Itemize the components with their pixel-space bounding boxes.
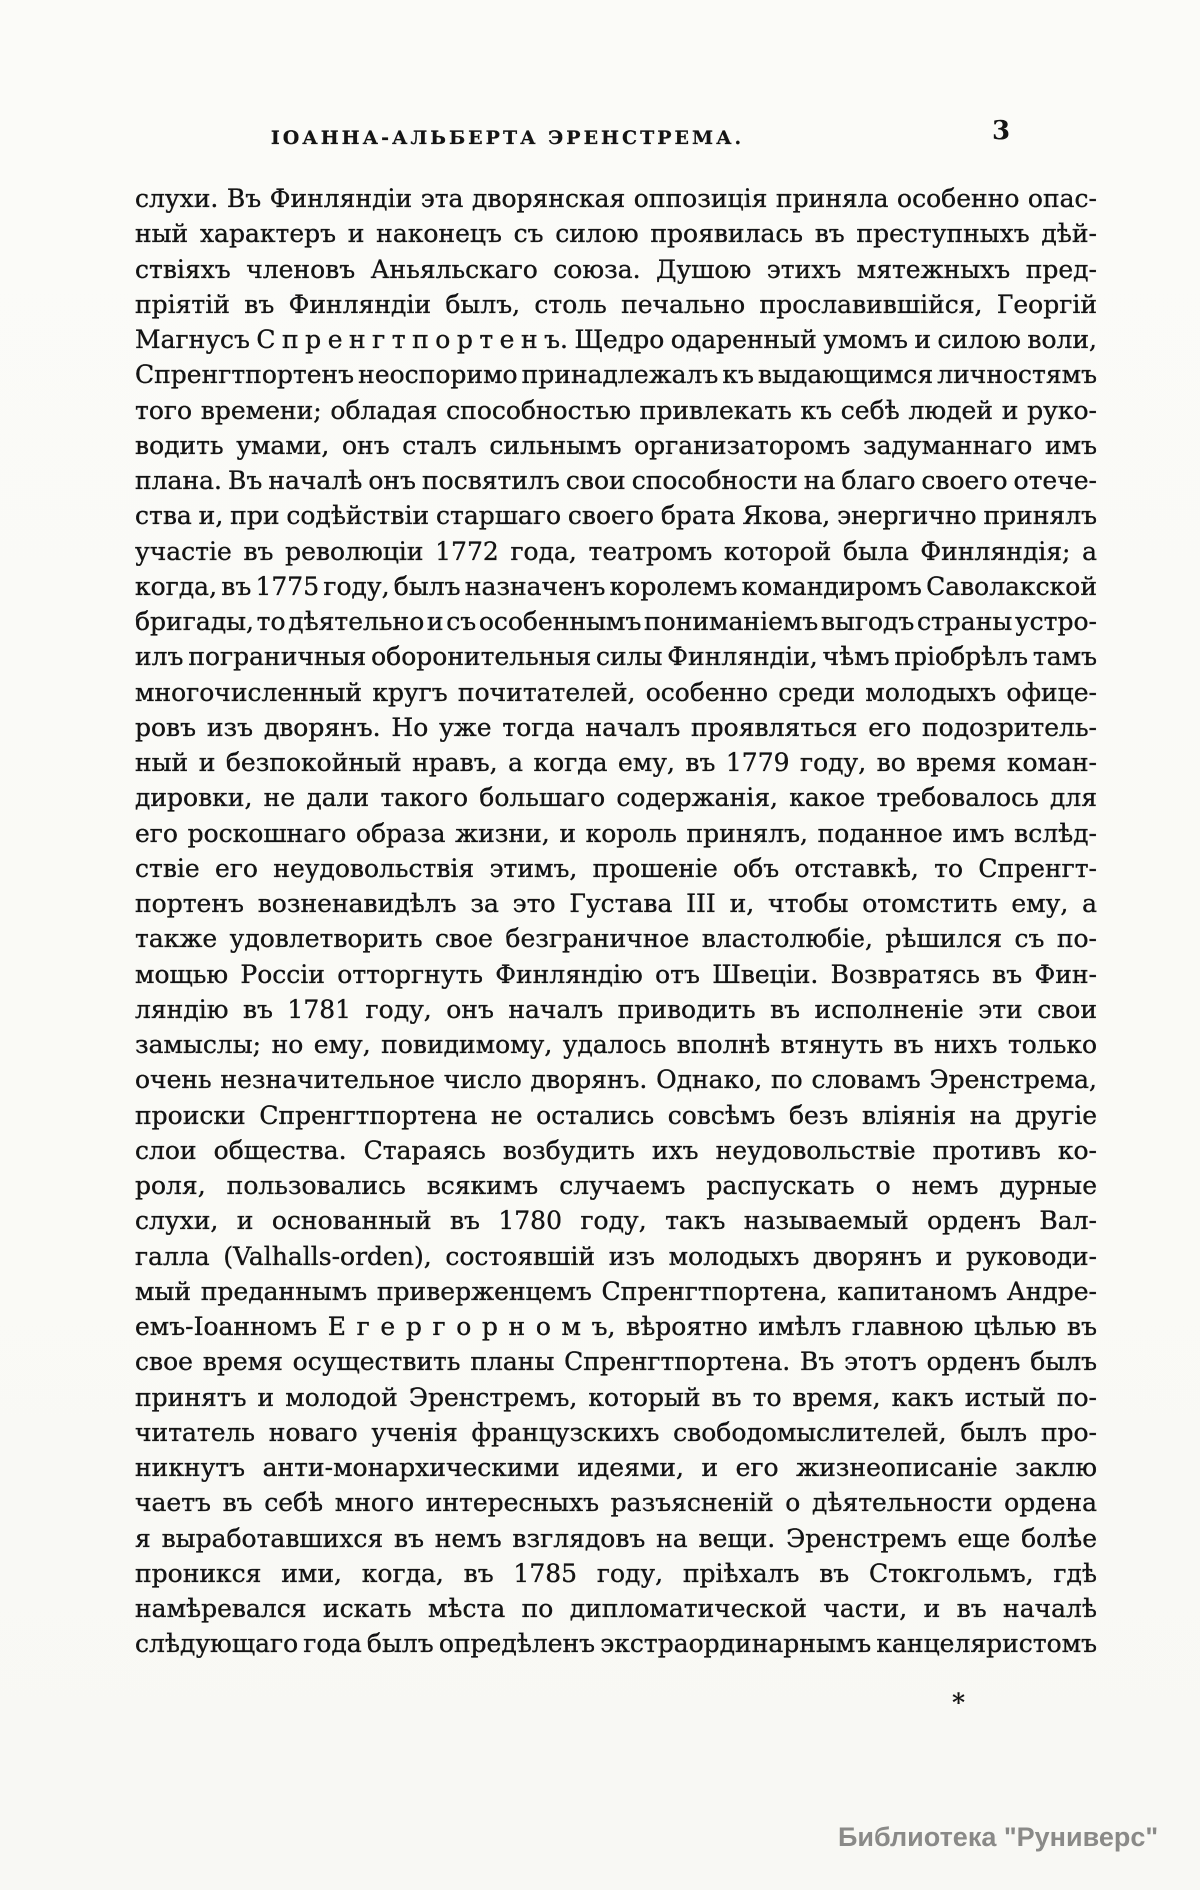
- footnote-mark: *: [952, 1688, 966, 1717]
- text-line: проникся ими, когда, въ 1785 году, пріѣхалъ въ Стокгольмъ, гдѣ: [135, 1558, 1097, 1588]
- text-line: того времени; обладая способностью привлекать къ себѣ людей и руко-: [135, 395, 1097, 425]
- text-line: слухи, и основанный въ 1780 году, такъ называемый орденъ Вал-: [135, 1206, 1097, 1236]
- text-line: водить умами, онъ сталъ сильнымъ организаторомъ задуманнаго имъ: [135, 430, 1097, 460]
- text-line: слухи. Въ Финляндіи эта дворянская оппозиція приняла особенно опас-: [135, 184, 1097, 213]
- text-line: принятъ и молодой Эренстремъ, который въ то время, какъ истый по-: [135, 1382, 1097, 1412]
- text-line: роля, пользовались всякимъ случаемъ распускать о немъ дурные: [135, 1171, 1097, 1200]
- text-line: свое время осуществить планы Спренгтпортена. Въ этотъ орденъ былъ: [135, 1347, 1097, 1377]
- text-line: слои общества. Стараясь возбудить ихъ неудовольствіе противъ ко-: [135, 1135, 1097, 1165]
- text-line: ровъ изъ дворянъ. Но уже тогда началъ проявляться его подозритель-: [135, 712, 1097, 742]
- text-line: также удовлетворить свое безграничное властолюбіе, рѣшился съ по-: [135, 924, 1097, 954]
- text-line: портенъ возненавидѣлъ за это Густава III и, чтобы отомстить ему, а: [135, 889, 1097, 918]
- text-line: пріятій въ Финляндіи былъ, столь печально прославившійся, Георгій: [135, 289, 1097, 319]
- text-line: бригады, то дѣятельно и съ особеннымъ пониманіемъ выгодъ страны устро-: [135, 607, 1097, 636]
- text-line: чаетъ въ себѣ много интересныхъ разъясненій о дѣятельности ордена: [135, 1488, 1097, 1518]
- text-line: мый преданнымъ приверженцемъ Спренгтпортена, капитаномъ Андре-: [135, 1276, 1097, 1306]
- text-line: Спренгтпортенъ неоспоримо принадлежалъ къ выдающимся личностямъ: [135, 360, 1097, 390]
- page-number: 3: [992, 116, 1011, 146]
- text-line: когда, въ 1775 году, былъ назначенъ королемъ командиромъ Саволакской: [135, 571, 1097, 601]
- library-watermark: Библиотека "Руниверс": [838, 1822, 1159, 1852]
- running-head-title: ІОАННА-АЛЬБЕРТА ЭРЕНСТРЕМА.: [270, 127, 745, 149]
- text-line: никнутъ анти-монархическими идеями, и его жизнеописаніе заклю: [135, 1453, 1097, 1482]
- text-line: Магнусъ С п р е н г т п о р т е н ъ. Щедро одаренный умомъ и силою воли,: [135, 325, 1097, 354]
- text-line: участіе въ революціи 1772 года, театромъ которой была Финляндія; а: [135, 536, 1097, 566]
- text-line: ный характеръ и наконецъ съ силою проявилась въ преступныхъ дѣй-: [135, 219, 1097, 249]
- text-line: его роскошнаго образа жизни, и король принялъ, поданное имъ вслѣд-: [135, 818, 1097, 848]
- text-line: ствіе его неудовольствія этимъ, прошеніе объ отставкѣ, то Спренгт-: [135, 853, 1097, 883]
- body-text-block: [135, 181, 1097, 1662]
- text-line: мощью Россіи отторгнуть Финляндію отъ Швеціи. Возвратясь въ Фин-: [135, 959, 1097, 989]
- text-line: ляндію въ 1781 году, онъ началъ приводить въ исполненіе эти свои: [135, 994, 1097, 1024]
- text-line: галла (Valhalls-orden), состоявшій изъ молодыхъ дворянъ и руководи-: [135, 1241, 1097, 1271]
- text-line: дировки, не дали такого большаго содержанія, какое требовалось для: [135, 783, 1097, 813]
- text-line: емъ-Іоанномъ Е г е р г о р н о м ъ, вѣроятно имѣлъ главною цѣлью въ: [135, 1312, 1097, 1341]
- text-line: ствіяхъ членовъ Аньяльскаго союза. Душою этихъ мятежныхъ пред-: [135, 254, 1097, 284]
- text-line: плана. Въ началѣ онъ посвятилъ свои способности на благо своего отече-: [135, 466, 1097, 495]
- text-line: очень незначительное число дворянъ. Однако, по словамъ Эренстрема,: [135, 1065, 1097, 1095]
- text-line: намѣревался искать мѣста по дипломатической части, и въ началѣ: [135, 1594, 1097, 1623]
- text-line: слѣдующаго года былъ опредѣленъ экстраординарнымъ канцеляристомъ: [135, 1629, 1097, 1659]
- text-line: многочисленный кругъ почитателей, особенно среди молодыхъ офице-: [135, 677, 1097, 707]
- text-line: замыслы; но ему, повидимому, удалось вполнѣ втянуть въ нихъ только: [135, 1030, 1097, 1059]
- text-line: ный и безпокойный нравъ, а когда ему, въ 1779 году, во время коман-: [135, 748, 1097, 777]
- text-line: я выработавшихся въ немъ взглядовъ на вещи. Эренстремъ еще болѣе: [135, 1523, 1097, 1553]
- text-line: происки Спренгтпортена не остались совсѣмъ безъ вліянія на другіе: [135, 1100, 1097, 1130]
- text-line: илъ пограничныя оборонительныя силы Финляндіи, чѣмъ пріобрѣлъ тамъ: [135, 642, 1097, 672]
- text-line: ства и, при содѣйствіи старшаго своего брата Якова, энергично принялъ: [135, 501, 1097, 531]
- text-line: читатель новаго ученія французскихъ свободомыслителей, былъ про-: [135, 1417, 1097, 1447]
